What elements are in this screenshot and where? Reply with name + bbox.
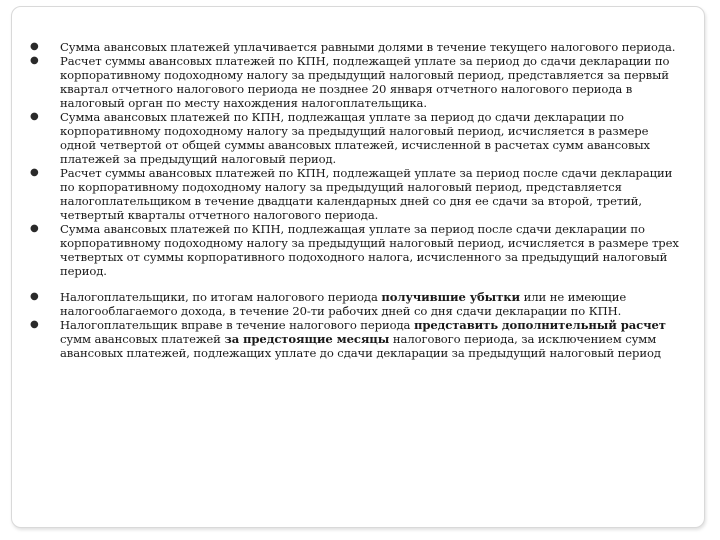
- list-item: [30, 222, 684, 278]
- emphasis-text: получившие убытки: [381, 290, 521, 304]
- list-item-text: Сумма авансовых платежей по КПН, подлежащая уплате за период после сдачи декларации по корпоративному подоходному налогу за предыдущий налоговый период, исчисляется в размере трех четвертых от суммы корпоративного подоходного налога, исчисленного за предыдущий налоговый период.: [60, 222, 679, 278]
- list-item-text: [60, 290, 626, 318]
- list-item: [30, 166, 684, 222]
- bullet-icon: ●: [30, 167, 39, 178]
- bullet-icon: ●: [30, 55, 39, 66]
- list-item-text: Сумма авансовых платежей уплачивается равными долями в течение текущего налогового периода.: [60, 40, 676, 54]
- emphasis-text: за предстоящие месяцы: [224, 332, 390, 346]
- text-run: Налогоплательщик вправе в течение налогового периода: [60, 318, 414, 332]
- bullet-icon: ●: [30, 319, 39, 330]
- list-item-text: Расчет суммы авансовых платежей по КПН, подлежащей уплате за период до сдачи декларации по корпоративному подоходному налогу за предыдущий налоговый период, представляется за первый квартал отчетного налогового периода не позднее 20 января отчетного налогового периода в налоговый орган по месту нахождения налогоплательщика.: [60, 54, 670, 110]
- text-run: сумм авансовых платежей: [60, 332, 225, 346]
- bullet-list: [30, 40, 684, 360]
- list-item: [30, 54, 684, 110]
- bullet-icon: ●: [30, 223, 39, 234]
- list-item: [30, 318, 684, 360]
- list-item-text: [60, 318, 666, 360]
- bullet-icon: ●: [30, 41, 39, 52]
- text-run: налогового периода, за исключением сумм авансовых платежей, подлежащих уплате до сдачи декларации за предыдущий налоговый период: [60, 332, 661, 360]
- list-item: [30, 40, 684, 54]
- bullet-icon: ●: [30, 111, 39, 122]
- text-run: Налогоплательщики, по итогам налогового периода: [60, 290, 382, 304]
- list-item-text: Сумма авансовых платежей по КПН, подлежащая уплате за период до сдачи декларации по корпоративному подоходному налогу за предыдущий налоговый период, исчисляется в размере одной четвертой от общей суммы авансовых платежей, исчисленной в расчетах сумм авансовых платежей за предыдущий налоговый период.: [60, 110, 650, 166]
- text-run: или не имеющие налогооблагаемого дохода, в течение 20-ти рабочих дней со дня сдачи декларации по КПН.: [60, 290, 627, 318]
- list-item: [30, 110, 684, 166]
- list-item-text: Расчет суммы авансовых платежей по КПН, подлежащей уплате за период после сдачи декларации по корпоративному подоходному налогу за предыдущий налоговый период, представляется налогоплательщиком в течение двадцати календарных дней со дня ее сдачи за второй, третий, четвертый кварталы отчетного налогового периода.: [60, 166, 673, 222]
- bullet-icon: ●: [30, 291, 39, 302]
- emphasis-text: представить дополнительный расчет: [413, 318, 666, 332]
- list-item: [30, 290, 684, 318]
